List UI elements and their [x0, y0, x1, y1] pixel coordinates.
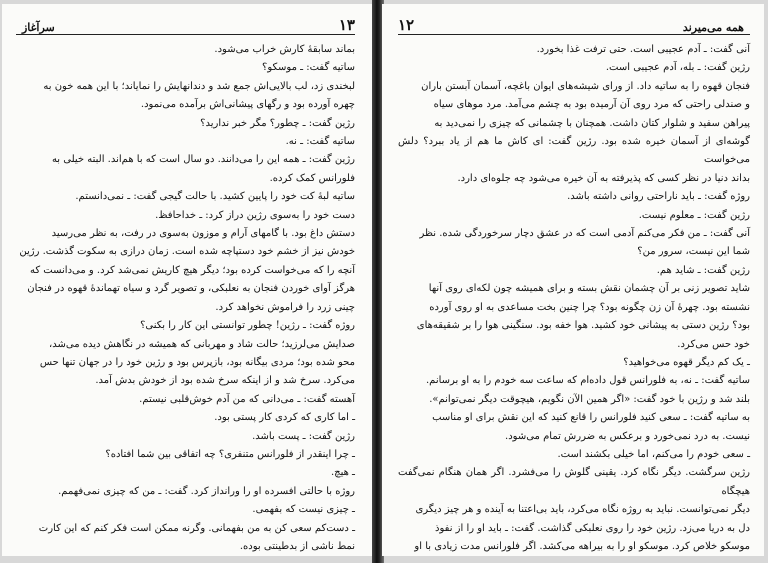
text-line: و صندلی راحتی که مرد روی آن آرمیده بود به چشم می‌آمد. مرد موهای سیاه — [433, 99, 750, 111]
text-line: شاید تصویر زنی بر آن چشمان نقش بسته و برای همیشه چون لکه‌ای روی آنها — [428, 283, 750, 295]
left-running-title: سرآغاز — [22, 21, 55, 34]
left-page-number: ۱۳ — [338, 16, 355, 34]
text-line: رژین گفت: ـ شاید هم. — [656, 264, 750, 276]
text-line: ساتیه گفت: ـ نه، به فلورانس قول داده‌ام که ساعت سه خودم را به او برسانم. — [426, 375, 750, 387]
text-line: موسکو خلاص کرد. موسکو او را به بیراهه می‌کشد. اگر فلورانس مدت زیادی با او — [414, 540, 750, 552]
text-line: نمط ناشی از بدطینتی بوده. — [239, 540, 355, 552]
text-line: روژه با حالتی افسرده او را ورانداز کرد. گفت: ـ من که چیزی نمی‌فهمم. — [58, 485, 355, 497]
text-line: ساتیه گفت: ـ نه. — [285, 136, 355, 148]
text-line: ساتیه گفت: ـ موسکو؟ — [262, 62, 355, 74]
text-line: ـ سعی خودم را می‌کنم، اما خیلی بکشند است. — [557, 448, 750, 460]
text-line: چهره آورده بود و رگهای پیشانی‌اش برآمده می‌نمود. — [140, 99, 355, 111]
text-line: چینی زرد را فراموش نخواهد کرد. — [215, 301, 355, 313]
text-line: رژین گفت: ـ چطور؟ مگر خبر ندارید؟ — [200, 117, 355, 129]
text-line: آهسته گفت: ـ می‌دانی که من آدم خوش‌قلبی نیستم. — [139, 393, 355, 405]
text-line: خودش نیز از خشم خود دستپاچه شده است. زمان درازی به سکوت گذشت. رژین — [19, 246, 355, 258]
text-line: می‌کرد. سرخ شد و از اینکه سرخ شده بود از خودش بدش آمد. — [95, 375, 355, 387]
text-line: صدایش می‌لرزید؛ حالت شاد و مهربانی که همیشه در نگاهش دیده می‌شد، — [49, 338, 355, 350]
left-page — [2, 4, 374, 556]
text-line: ـ چیزی نیست که بفهمی. — [252, 504, 355, 516]
text-line: گوشه‌ای از آسمان خیره شده بود. رژین گفت: ای کاش ما هم از یاد ببرد؟ دلش می‌خواست — [398, 136, 750, 166]
text-line: محو شده بود؛ مردی بیگانه بود، بازپرس بود و رژین خود را در جهان تنها حس — [39, 356, 355, 368]
text-line: رژین سرگشت. دیگر نگاه کرد. یقینی گلوش را می‌فشرد. اگر همان هنگام نمی‌گفت هیچگاه — [398, 467, 750, 497]
text-line: بماند سابقهٔ کارش خراب می‌شود. — [214, 44, 355, 55]
text-line: دیگر نمی‌توانست. نباید به روژه نگاه می‌کرد، باید بی‌اعتنا به آینده و هر چیز دیگری — [415, 504, 750, 516]
text-line: آنی گفت: ـ آدم عجیبی است. حتی ترفت غذا بخورد. — [536, 44, 750, 55]
text-line: آنی گفت: ـ من فکر می‌کنم آدمی است که در عشق دچار سرخوردگی شده. نظر — [419, 228, 750, 240]
text-line: خود حس می‌کرد. — [677, 338, 750, 350]
text-line: روژه گفت: ـ رژین! چطور توانستی این کار را بکنی؟ — [140, 320, 355, 332]
text-line: روژه گفت: ـ باید ناراحتی روانی داشته باشد. — [567, 191, 750, 203]
text-line: به ساتیه گفت: ـ سعی کنید فلورانس را قانع کنید که این نقش برای او مناسب — [432, 412, 750, 424]
text-line: ـ یک کم دیگر قهوه می‌خواهید؟ — [623, 356, 750, 368]
text-line: رژین گفت: ـ همه این را می‌دانند. دو سال است که با هم‌اند. البته خیلی به — [51, 154, 355, 166]
text-line: رژین گفت: ـ معلوم نیست. — [638, 209, 750, 221]
text-line: ـ چرا اینقدر از فلورانس متنفری؟ چه اتفاقی بین شما افتاده؟ — [105, 448, 355, 460]
text-line: رژین گفت: ـ بله، آدم عجیبی است. — [605, 62, 750, 74]
text-line: دل به دریا می‌زد. رژین خود را روی نعلبکی گذاشت. گفت: ـ باید او را از نفوذ — [435, 522, 750, 534]
text-line: فلورانس کمک کرده. — [269, 172, 355, 184]
right-running-head — [398, 4, 750, 35]
left-page-text — [16, 41, 355, 556]
text-line: دستش داغ بود. با گامهای آرام و موزون به‌سوی در رفت، به نظر می‌رسید — [51, 228, 355, 240]
text-line: ـ هیچ. — [330, 467, 355, 479]
right-page — [382, 4, 764, 556]
text-line: ـ دست‌کم سعی کن به من بفهمانی. وگرنه ممکن است فکر کنم که این کارت — [38, 522, 355, 534]
text-line: پیراهن سفید و شلوار کتان داشت. همچنان با چشمانی که چیزی را نمی‌دید به — [434, 117, 750, 129]
text-line: لبخندی زد، لب بالایی‌اش جمع شد و دندانهایش را نمایاند؛ با این همه خون به — [43, 80, 355, 92]
text-line: نیست. به درد نمی‌خورد و برعکس به ضررش تمام می‌شود. — [505, 430, 750, 442]
text-line: بداند دنیا در نظر کسی که پذیرفته به آن خیره می‌شود چه جلوه‌ای دارد. — [457, 172, 750, 184]
text-line: ـ اما کاری که کردی کار پستی بود. — [214, 412, 355, 424]
right-page-text — [398, 41, 750, 556]
text-line: نشسته بود. چهرهٔ آن زن چگونه بود؟ چرا چنین بخت مساعدی به او روی آورده — [429, 301, 750, 313]
text-line: ساتیه لبهٔ کت خود را پایین کشید. با حالت گیجی گفت: ـ نمی‌دانستم. — [75, 191, 355, 203]
text-line: بلند شد و رژین با خود گفت: «اگر همین الآن نگویم، هیچوقت دیگر نمی‌توانم». — [429, 393, 750, 405]
text-line: آنچه را که می‌خواست کرده بود؛ دیگر هیچ کاریش نمی‌شد کرد. و می‌دانست که — [29, 264, 355, 276]
text-line: هرگز آوای خوردن فنجان به نعلبکی، و تصویر گرد و سیاه تهماندهٔ قهوه در فنجان — [27, 283, 355, 295]
text-line: دست خود را به‌سوی رژین دراز کرد: ـ خداحافظ. — [155, 209, 355, 221]
text-line: فنجان قهوه را به ساتیه داد. از ورای شیشه‌های ایوان باغچه، آسمان آبستن باران — [421, 80, 750, 92]
text-line: شما این نیست، سرور من؟ — [637, 246, 750, 258]
right-running-title: همه می‌میرند — [682, 21, 744, 34]
text-line: بود؟ رژین دستی به پیشانی خود کشید. هوا خفه بود. سنگینی هوا را بر شقیقه‌های — [416, 320, 750, 332]
left-running-head — [16, 4, 355, 35]
text-line: رژین گفت: ـ پست باشد. — [252, 430, 355, 442]
right-page-number: ۱۲ — [398, 16, 415, 34]
